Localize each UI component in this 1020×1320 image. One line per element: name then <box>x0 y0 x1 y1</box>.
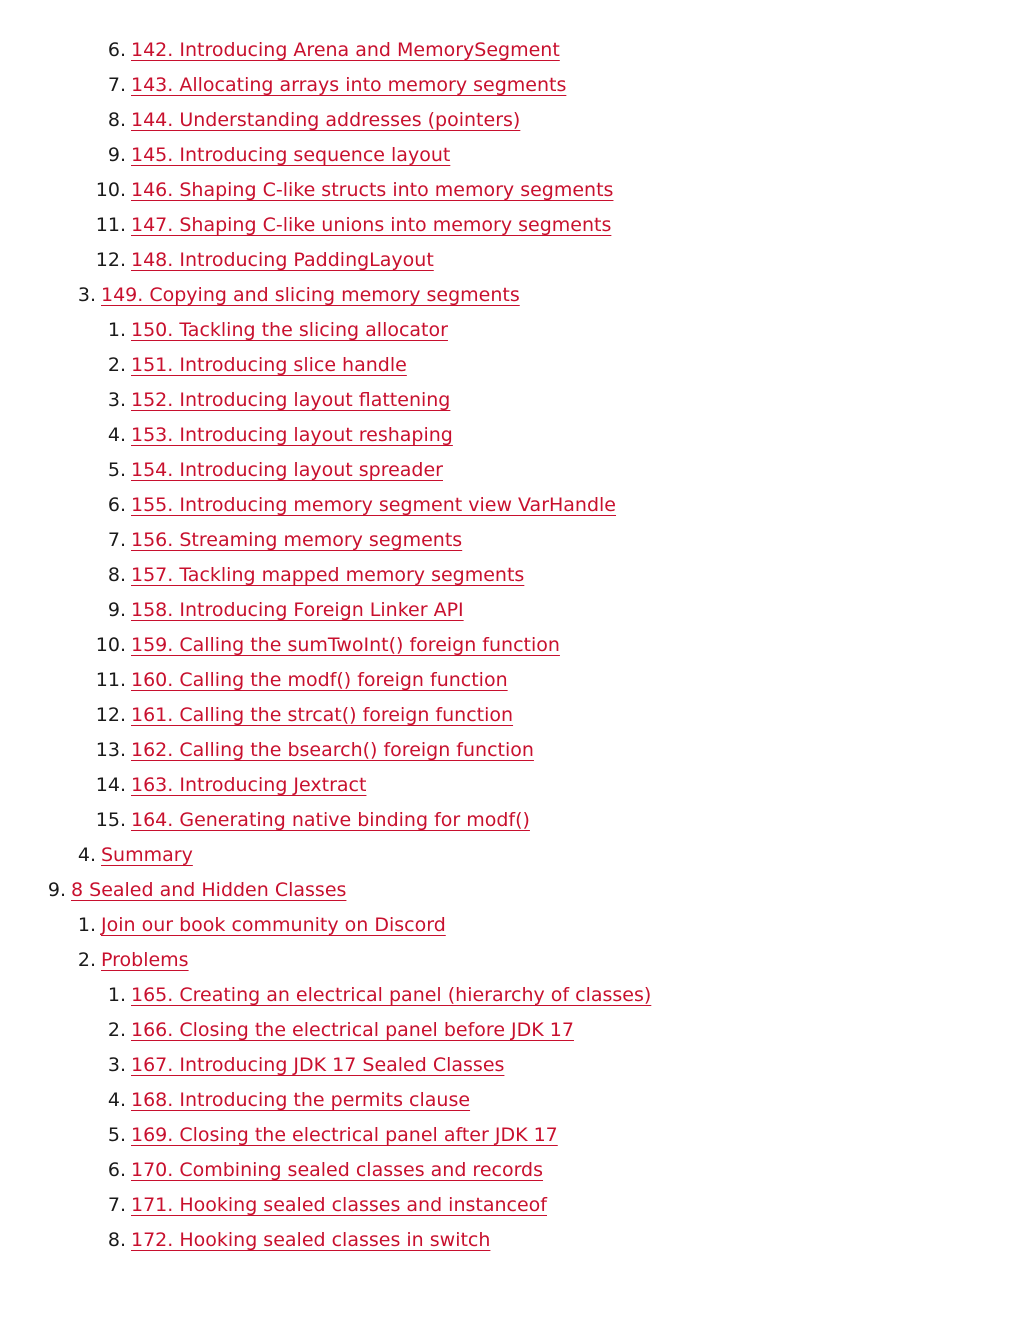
toc-entry <box>0 383 1020 418</box>
toc-entry-link[interactable]: 172. Hooking sealed classes in switch <box>131 1229 491 1251</box>
toc-entry <box>0 278 1020 313</box>
toc-entry <box>0 663 1020 698</box>
toc-entry <box>0 628 1020 663</box>
toc-entry <box>0 803 1020 838</box>
toc-entry-number: 7. <box>107 1194 126 1216</box>
toc-entry-number: 13. <box>95 739 126 761</box>
toc-entry-link[interactable]: 148. Introducing PaddingLayout <box>131 249 434 271</box>
toc-entry <box>0 733 1020 768</box>
toc-entry-link[interactable]: 169. Closing the electrical panel after JDK 17 <box>131 1124 558 1146</box>
toc-entry-link[interactable]: 155. Introducing memory segment view VarHandle <box>131 494 617 516</box>
toc-entry-number: 8. <box>107 1229 126 1251</box>
toc-entry <box>0 313 1020 348</box>
toc-entry-number: 4. <box>107 1089 126 1111</box>
toc-entry <box>0 593 1020 628</box>
toc-entry <box>0 243 1020 278</box>
table-of-contents <box>0 33 1020 1258</box>
toc-entry <box>0 208 1020 243</box>
toc-entry-number: 6. <box>107 1159 126 1181</box>
toc-entry-number: 9. <box>47 879 66 901</box>
toc-entry-link[interactable]: 167. Introducing JDK 17 Sealed Classes <box>131 1054 505 1076</box>
toc-entry <box>0 943 1020 978</box>
toc-entry-number: 9. <box>107 144 126 166</box>
toc-entry-link[interactable]: 165. Creating an electrical panel (hierarchy of classes) <box>131 984 652 1006</box>
toc-entry-number: 2. <box>107 354 126 376</box>
toc-entry-link[interactable]: 145. Introducing sequence layout <box>131 144 451 166</box>
toc-entry-link[interactable]: 170. Combining sealed classes and records <box>131 1159 544 1181</box>
toc-entry <box>0 173 1020 208</box>
toc-entry-number: 12. <box>95 704 126 726</box>
toc-entry-number: 12. <box>95 249 126 271</box>
toc-entry <box>0 558 1020 593</box>
toc-entry-link[interactable]: 168. Introducing the permits clause <box>131 1089 471 1111</box>
toc-entry-number: 1. <box>77 914 96 936</box>
toc-entry <box>0 698 1020 733</box>
toc-entry-link[interactable]: 8 Sealed and Hidden Classes <box>71 879 347 901</box>
toc-entry <box>0 1188 1020 1223</box>
toc-entry-link[interactable]: 156. Streaming memory segments <box>131 529 463 551</box>
toc-entry-link[interactable]: 162. Calling the bsearch() foreign function <box>131 739 534 761</box>
toc-entry-link[interactable]: Join our book community on Discord <box>101 914 446 936</box>
toc-entry-link[interactable]: 142. Introducing Arena and MemorySegment <box>131 39 560 61</box>
toc-entry-number: 8. <box>107 564 126 586</box>
toc-entry-link[interactable]: 158. Introducing Foreign Linker API <box>131 599 464 621</box>
toc-entry <box>0 768 1020 803</box>
toc-entry <box>0 1118 1020 1153</box>
toc-entry-number: 7. <box>107 74 126 96</box>
toc-entry-link[interactable]: 161. Calling the strcat() foreign function <box>131 704 514 726</box>
toc-entry <box>0 1013 1020 1048</box>
toc-entry-link[interactable]: 150. Tackling the slicing allocator <box>131 319 448 341</box>
toc-entry-link[interactable]: 157. Tackling mapped memory segments <box>131 564 525 586</box>
toc-entry-link[interactable]: 151. Introducing slice handle <box>131 354 407 376</box>
toc-entry-number: 3. <box>107 1054 126 1076</box>
toc-entry-number: 3. <box>107 389 126 411</box>
toc-entry-number: 2. <box>77 949 96 971</box>
toc-entry <box>0 1223 1020 1258</box>
toc-entry <box>0 1153 1020 1188</box>
toc-entry <box>0 873 1020 908</box>
toc-entry-link[interactable]: 154. Introducing layout spreader <box>131 459 443 481</box>
toc-entry <box>0 908 1020 943</box>
toc-entry-link[interactable]: Problems <box>101 949 189 971</box>
toc-entry-number: 3. <box>77 284 96 306</box>
toc-entry-link[interactable]: 153. Introducing layout reshaping <box>131 424 453 446</box>
toc-entry-link[interactable]: 159. Calling the sumTwoInt() foreign function <box>131 634 560 656</box>
toc-entry-link[interactable]: 149. Copying and slicing memory segments <box>101 284 520 306</box>
toc-entry <box>0 138 1020 173</box>
toc-entry-number: 2. <box>107 1019 126 1041</box>
toc-entry-link[interactable]: 144. Understanding addresses (pointers) <box>131 109 521 131</box>
toc-entry-number: 4. <box>107 424 126 446</box>
toc-entry <box>0 523 1020 558</box>
toc-entry-number: 1. <box>107 319 126 341</box>
toc-entry-number: 5. <box>107 1124 126 1146</box>
toc-entry <box>0 103 1020 138</box>
toc-entry <box>0 838 1020 873</box>
toc-entry <box>0 348 1020 383</box>
toc-entry-number: 6. <box>107 39 126 61</box>
toc-entry-number: 10. <box>95 634 126 656</box>
toc-entry-number: 6. <box>107 494 126 516</box>
toc-entry-link[interactable]: Summary <box>101 844 193 866</box>
toc-entry <box>0 978 1020 1013</box>
toc-entry <box>0 488 1020 523</box>
toc-entry-number: 7. <box>107 529 126 551</box>
toc-entry <box>0 1048 1020 1083</box>
toc-entry-number: 10. <box>95 179 126 201</box>
toc-entry-number: 5. <box>107 459 126 481</box>
toc-entry-number: 15. <box>95 809 126 831</box>
toc-entry <box>0 453 1020 488</box>
toc-entry-link[interactable]: 166. Closing the electrical panel before JDK 17 <box>131 1019 574 1041</box>
toc-entry <box>0 68 1020 103</box>
toc-entry <box>0 33 1020 68</box>
toc-entry-number: 8. <box>107 109 126 131</box>
toc-entry <box>0 1083 1020 1118</box>
toc-entry-number: 9. <box>107 599 126 621</box>
toc-entry <box>0 418 1020 453</box>
toc-entry-number: 4. <box>77 844 96 866</box>
toc-entry-number: 1. <box>107 984 126 1006</box>
toc-entry-link[interactable]: 164. Generating native binding for modf() <box>131 809 530 831</box>
toc-entry-link[interactable]: 146. Shaping C-like structs into memory segments <box>131 179 614 201</box>
toc-entry-link[interactable]: 171. Hooking sealed classes and instanceof <box>131 1194 547 1216</box>
toc-entry-number: 14. <box>95 774 126 796</box>
toc-entry-link[interactable]: 160. Calling the modf() foreign function <box>131 669 508 691</box>
toc-entry-link[interactable]: 152. Introducing layout flattening <box>131 389 451 411</box>
toc-entry-link[interactable]: 163. Introducing Jextract <box>131 774 367 796</box>
toc-entry-number: 11. <box>95 669 126 691</box>
toc-entry-link[interactable]: 147. Shaping C-like unions into memory segments <box>131 214 612 236</box>
toc-entry-number: 11. <box>95 214 126 236</box>
toc-entry-link[interactable]: 143. Allocating arrays into memory segments <box>131 74 567 96</box>
